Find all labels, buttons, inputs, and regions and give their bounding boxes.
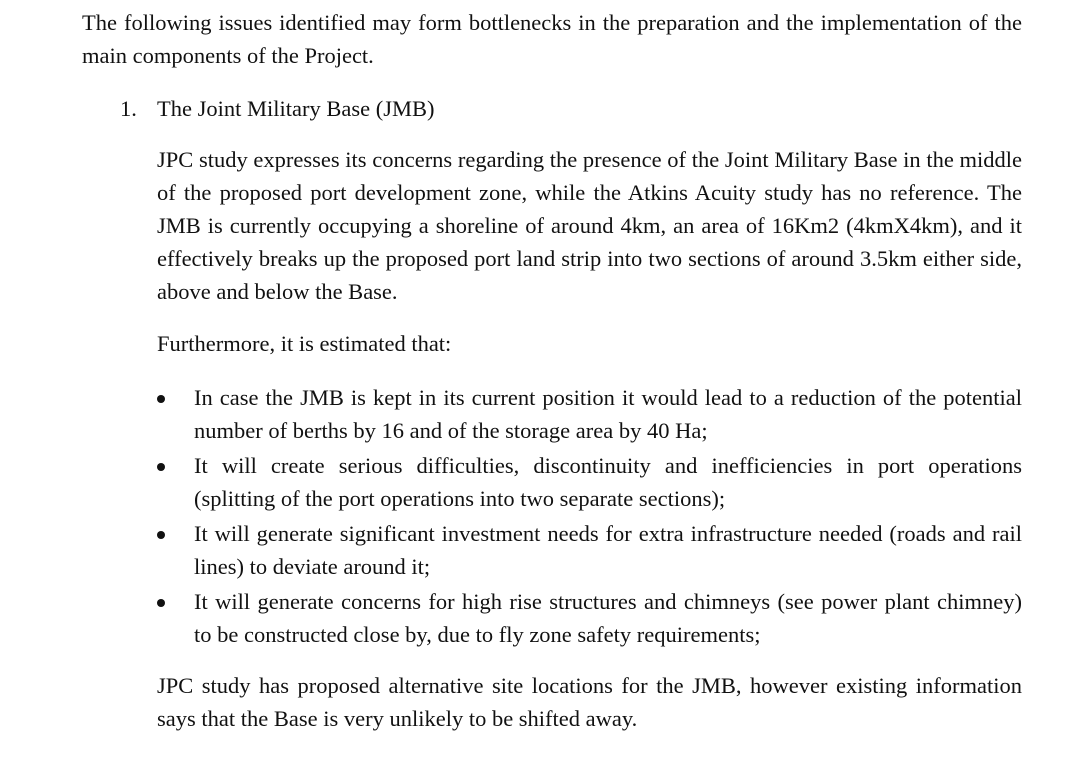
bullet-text: It will generate concerns for high rise structures and chimneys (see power plant chimney) to be constructed close by, due to fly zone safety requirements; [194,589,1022,647]
bullet-text: It will generate significant investment needs for extra infrastructure needed (roads and rail lines) to deviate around it; [194,521,1022,579]
estimate-lead-in: Furthermore, it is estimated that: [157,331,452,356]
bullet-text: It will create serious difficulties, discontinuity and inefficiencies in port operations (splitting of the port operations into two separate sections); [194,453,1022,511]
bullet-item [157,585,1022,651]
bullet-item [157,381,1022,447]
section-title: The Joint Military Base (JMB) [157,96,435,121]
bullet-item [157,517,1022,583]
impact-bullet-list [157,381,1022,653]
bullet-icon [157,599,165,607]
alternative-sites-paragraph: JPC study has proposed alternative site locations for the JMB, however existing information says that the Base is very unlikely to be shifted away. [157,673,1022,731]
bullet-text: In case the JMB is kept in its current position it would lead to a reduction of the potential number of berths by 16 and of the storage area by 40 Ha; [194,385,1022,443]
bullet-icon [157,463,165,471]
intro-paragraph: The following issues identified may form bottlenecks in the preparation and the implementation of the main components of the Project. [82,10,1022,68]
section-number: 1. [120,96,137,121]
bullet-icon [157,531,165,539]
bullet-item [157,449,1022,515]
bullet-icon [157,395,165,403]
jmb-concerns-paragraph: JPC study expresses its concerns regarding the presence of the Joint Military Base in the middle of the proposed port development zone, while the Atkins Acuity study has no reference. The JMB is currently occupying a shoreline of around 4km, an area of 16Km2 (4kmX4km), and it effectively breaks up the proposed port land strip into two sections of around 3.5km either side, above and below the Base. [157,147,1022,304]
section-heading [120,92,434,125]
